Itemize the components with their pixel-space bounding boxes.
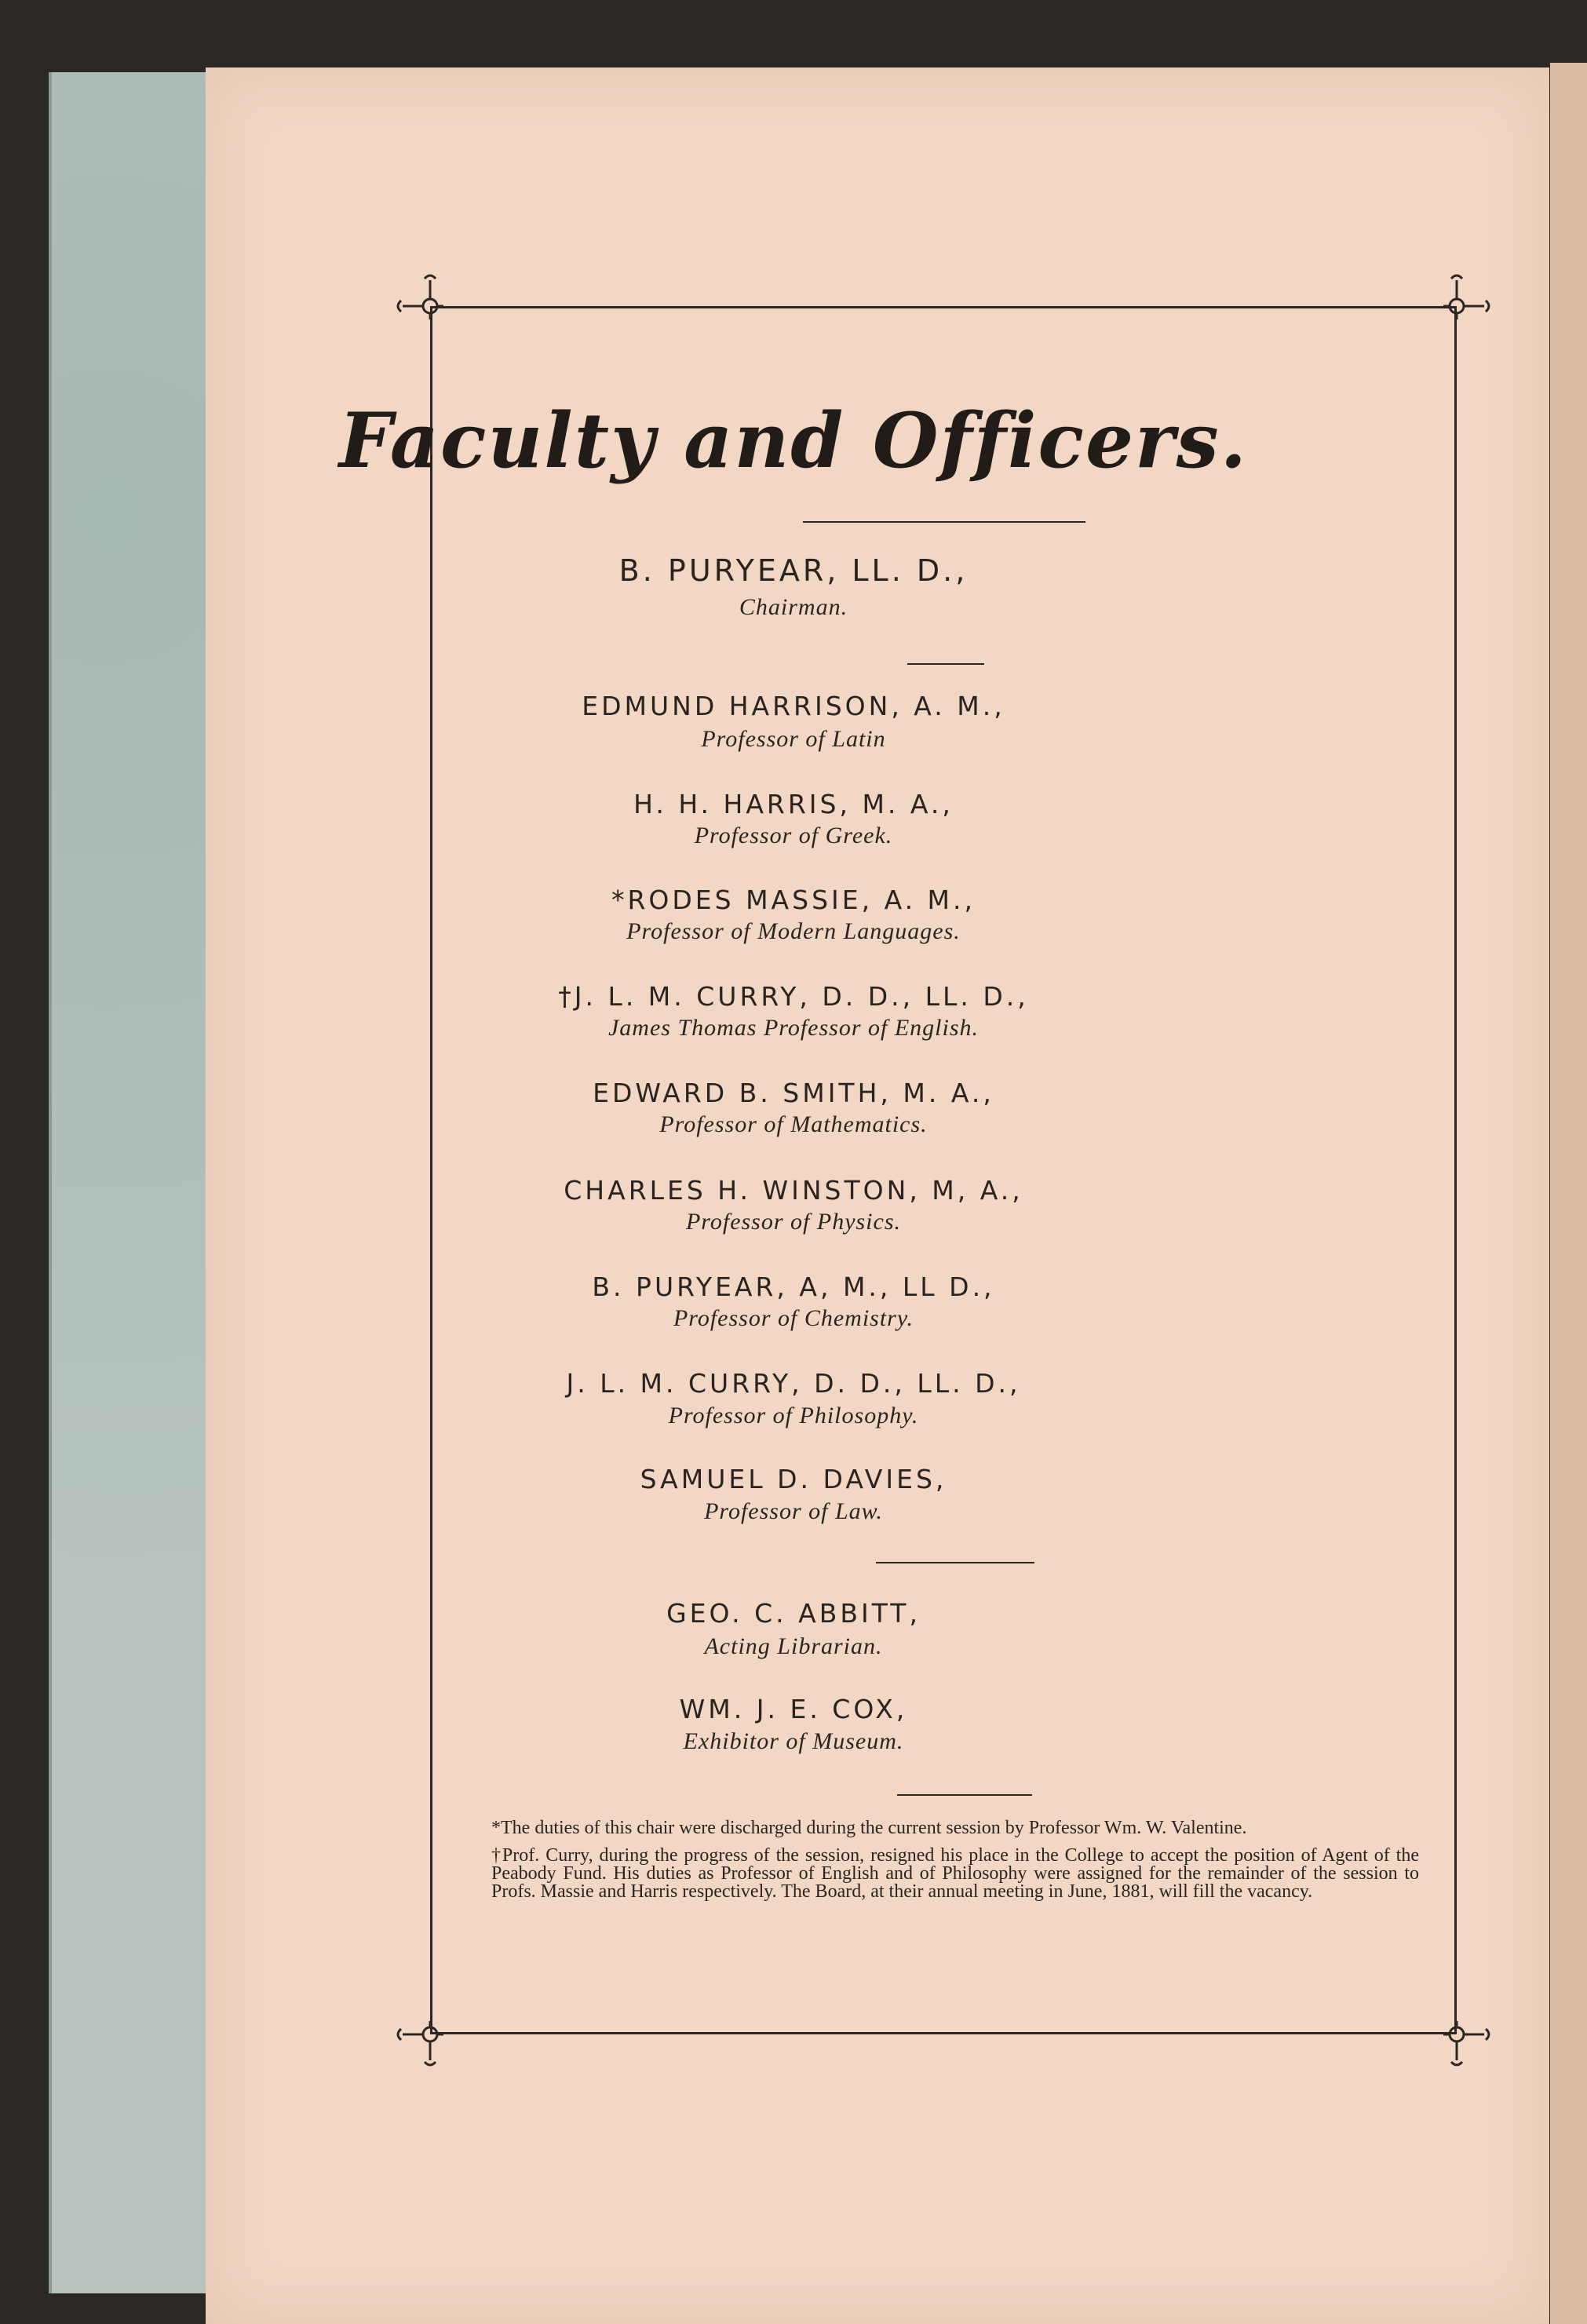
faculty-role: Professor of Mathematics. (659, 1111, 928, 1137)
corner-ornament-bottom-left (395, 1999, 465, 2070)
faculty-name: CHARLES H. WINSTON, M, A., (564, 1175, 1023, 1206)
faculty-name: EDMUND HARRISON, A. M., (582, 691, 1005, 721)
page-title: Faculty and Officers. (338, 396, 1249, 485)
faculty-role: Professor of Greek. (694, 823, 893, 848)
corner-ornament-top-left (395, 271, 465, 341)
faculty-role: Professor of Physics. (685, 1209, 902, 1235)
faculty-role: Professor of Chemistry. (673, 1305, 914, 1331)
footnote: †Prof. Curry, during the progress of the session, resigned his place in the College to accept the position of Agent of the Peabody Fund. His duties as Professor of English and of Philosophy were assigned for the remainder of the session to Profs. Massie and Harris respectively. The Board, at their annual meeting in June, 1881, will fill the vacancy. (491, 1845, 1419, 1902)
corner-ornament-bottom-right (1421, 1999, 1492, 2070)
faculty-role: Professor of Philosophy. (668, 1403, 919, 1428)
title-rule (803, 521, 1085, 523)
faculty-role: Professor of Law. (704, 1498, 883, 1524)
faculty-role: Professor of Modern Languages. (626, 918, 961, 944)
faculty-role: Professor of Latin (701, 726, 886, 752)
officer-role: Exhibitor of Museum. (683, 1728, 904, 1754)
footnotes (491, 1819, 1419, 1910)
officer-role: Acting Librarian. (704, 1633, 883, 1659)
officer-name: GEO. C. ABBITT, (666, 1598, 921, 1629)
faculty-name: EDWARD B. SMITH, M. A., (593, 1078, 994, 1108)
footnote: *The duties of this chair were discharged during the current session by Professor Wm. W. Valentine. (491, 1818, 1247, 1838)
faculty-name: H. H. HARRIS, M. A., (633, 789, 954, 819)
corner-ornament-top-right (1421, 271, 1492, 341)
officer-name: WM. J. E. COX, (679, 1694, 908, 1724)
officers-rule (897, 1794, 1032, 1796)
faculty-rule (876, 1562, 1034, 1563)
chairman-role: Chairman. (739, 594, 848, 620)
chairman-rule (907, 663, 984, 665)
faculty-name: J. L. M. CURRY, D. D., LL. D., (566, 1368, 1021, 1399)
faculty-role: James Thomas Professor of English. (607, 1015, 980, 1041)
faculty-name: B. PURYEAR, A, M., LL D., (592, 1271, 995, 1302)
faculty-name: †J. L. M. CURRY, D. D., LL. D., (558, 981, 1029, 1012)
faculty-name: *RODES MASSIE, A. M., (611, 885, 976, 915)
faculty-name: SAMUEL D. DAVIES, (640, 1464, 947, 1494)
chairman-name: B. PURYEAR, LL. D., (618, 553, 969, 588)
